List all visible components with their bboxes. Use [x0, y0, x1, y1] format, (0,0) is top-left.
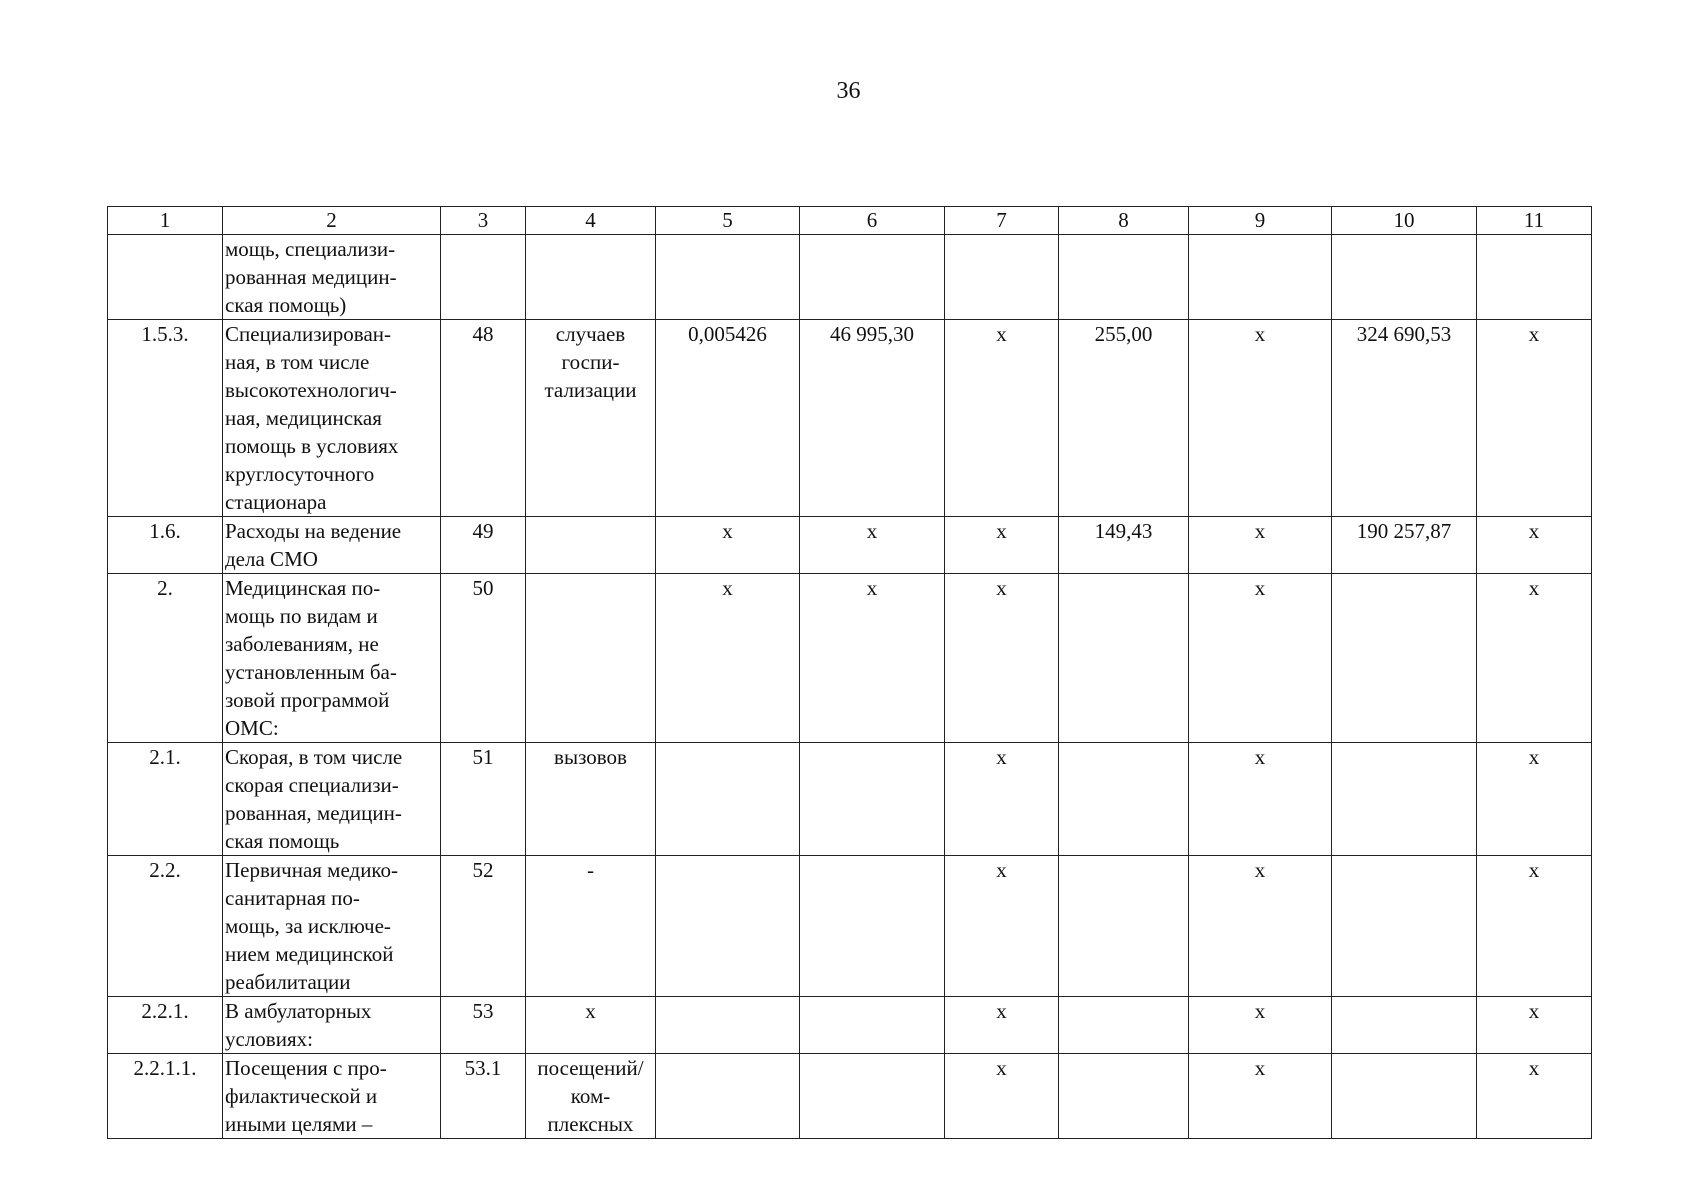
row-value-8: [1059, 1054, 1189, 1139]
cell-line: Специализирован-: [225, 322, 391, 346]
cell-line: ская помощь: [225, 829, 340, 853]
cell-line: филактической и: [225, 1084, 378, 1108]
row-value-11: х: [1477, 856, 1592, 997]
row-number: 1.6.: [108, 517, 223, 574]
row-unit: [526, 1054, 656, 1139]
row-value-7: х: [945, 517, 1059, 574]
data-table: [107, 206, 1592, 1139]
row-unit: [526, 574, 656, 743]
row-value-5: [656, 235, 800, 320]
cell-line: ская помощь): [225, 293, 347, 317]
cell-line: круглосуточного: [225, 462, 375, 486]
row-value-5: 0,005426: [656, 320, 800, 517]
row-unit: [526, 856, 656, 997]
row-unit: [526, 235, 656, 320]
row-unit: [526, 320, 656, 517]
row-value-10: [1332, 235, 1477, 320]
cell-line: нием медицинской: [225, 942, 394, 966]
cell-line: х: [585, 999, 596, 1023]
cell-line: Посещения с про-: [225, 1056, 387, 1080]
row-code: 49: [441, 517, 526, 574]
row-value-7: х: [945, 856, 1059, 997]
row-number: 2.2.1.: [108, 997, 223, 1054]
cell-line: мощь, за исключе-: [225, 914, 391, 938]
row-code: 51: [441, 743, 526, 856]
row-value-10: 324 690,53: [1332, 320, 1477, 517]
row-value-5: [656, 743, 800, 856]
cell-line: ная, медицинская: [225, 406, 382, 430]
row-code: 53: [441, 997, 526, 1054]
cell-line: заболеваниям, не: [225, 632, 379, 656]
row-value-6: [800, 997, 945, 1054]
table-row: [108, 856, 1592, 997]
cell-line: санитарная по-: [225, 886, 360, 910]
row-value-7: х: [945, 574, 1059, 743]
row-value-10: [1332, 574, 1477, 743]
row-value-10: [1332, 743, 1477, 856]
row-description: [223, 235, 441, 320]
row-value-11: х: [1477, 574, 1592, 743]
cell-line: Медицинская по-: [225, 576, 381, 600]
table-row: [108, 574, 1592, 743]
row-description: [223, 1054, 441, 1139]
table-row: [108, 997, 1592, 1054]
row-value-9: х: [1189, 856, 1332, 997]
row-value-7: х: [945, 997, 1059, 1054]
row-value-11: х: [1477, 743, 1592, 856]
row-value-11: х: [1477, 320, 1592, 517]
table-row: [108, 235, 1592, 320]
row-value-9: [1189, 235, 1332, 320]
cell-line: тализации: [544, 378, 637, 402]
cell-line: мощь по видам и: [225, 604, 378, 628]
row-value-6: х: [800, 574, 945, 743]
row-code: 48: [441, 320, 526, 517]
cell-line: Первичная медико-: [225, 858, 399, 882]
row-code: [441, 235, 526, 320]
row-value-9: х: [1189, 320, 1332, 517]
row-value-5: х: [656, 517, 800, 574]
cell-line: -: [587, 858, 594, 882]
row-number: 2.1.: [108, 743, 223, 856]
table-row: [108, 743, 1592, 856]
row-number: [108, 235, 223, 320]
row-value-6: [800, 235, 945, 320]
row-value-7: х: [945, 1054, 1059, 1139]
row-number: 2.: [108, 574, 223, 743]
cell-line: вызовов: [554, 745, 627, 769]
cell-line: случаев: [555, 322, 626, 346]
cell-line: помощь в условиях: [225, 434, 399, 458]
row-value-8: [1059, 574, 1189, 743]
row-value-7: [945, 235, 1059, 320]
row-value-9: х: [1189, 997, 1332, 1054]
column-header: 10: [1332, 207, 1477, 235]
row-value-8: 255,00: [1059, 320, 1189, 517]
cell-line: мощь, специализи-: [225, 237, 396, 261]
row-value-5: [656, 997, 800, 1054]
row-value-8: [1059, 856, 1189, 997]
row-value-5: х: [656, 574, 800, 743]
row-value-11: х: [1477, 1054, 1592, 1139]
row-value-7: х: [945, 320, 1059, 517]
cell-line: скорая специализи-: [225, 773, 399, 797]
cell-line: В амбулаторных: [225, 999, 372, 1023]
row-value-8: 149,43: [1059, 517, 1189, 574]
column-header: 8: [1059, 207, 1189, 235]
row-value-9: х: [1189, 1054, 1332, 1139]
column-header: 7: [945, 207, 1059, 235]
row-value-10: [1332, 856, 1477, 997]
column-header: 9: [1189, 207, 1332, 235]
cell-line: зовой программой: [225, 688, 390, 712]
table-row: [108, 517, 1592, 574]
cell-line: реабилитации: [225, 970, 351, 994]
cell-line: стационара: [225, 490, 327, 514]
row-value-11: [1477, 235, 1592, 320]
column-header: 6: [800, 207, 945, 235]
cell-line: Скорая, в том числе: [225, 745, 403, 769]
row-value-7: х: [945, 743, 1059, 856]
row-code: 50: [441, 574, 526, 743]
row-value-9: х: [1189, 574, 1332, 743]
row-value-6: х: [800, 517, 945, 574]
page-number: 36: [836, 78, 861, 104]
row-value-10: [1332, 997, 1477, 1054]
cell-line: ОМС:: [225, 716, 279, 740]
row-value-6: 46 995,30: [800, 320, 945, 517]
cell-line: рованная медицин-: [225, 265, 397, 289]
column-header: 2: [223, 207, 441, 235]
row-unit: [526, 997, 656, 1054]
row-number: 2.2.1.1.: [108, 1054, 223, 1139]
cell-line: условиях:: [225, 1027, 313, 1051]
column-header: 11: [1477, 207, 1592, 235]
cell-line: высокотехнологич-: [225, 378, 397, 402]
row-value-8: [1059, 743, 1189, 856]
row-description: [223, 743, 441, 856]
row-value-5: [656, 1054, 800, 1139]
row-description: [223, 856, 441, 997]
row-description: [223, 320, 441, 517]
cell-line: установленным ба-: [225, 660, 397, 684]
row-value-11: х: [1477, 517, 1592, 574]
row-value-6: [800, 743, 945, 856]
cell-line: рованная, медицин-: [225, 801, 402, 825]
cell-line: ная, в том числе: [225, 350, 370, 374]
row-value-9: х: [1189, 517, 1332, 574]
row-value-9: х: [1189, 743, 1332, 856]
table-row: [108, 320, 1592, 517]
row-description: [223, 517, 441, 574]
column-header: 3: [441, 207, 526, 235]
row-value-8: [1059, 997, 1189, 1054]
row-description: [223, 574, 441, 743]
row-value-11: х: [1477, 997, 1592, 1054]
row-number: 1.5.3.: [108, 320, 223, 517]
row-code: 52: [441, 856, 526, 997]
cell-line: ком-: [570, 1084, 611, 1108]
cell-line: посещений/: [537, 1056, 644, 1080]
cell-line: дела СМО: [225, 547, 318, 571]
table-row: [108, 1054, 1592, 1139]
row-code: 53.1: [441, 1054, 526, 1139]
row-value-6: [800, 856, 945, 997]
cell-line: госпи-: [561, 350, 620, 374]
column-header: 1: [108, 207, 223, 235]
column-header: 5: [656, 207, 800, 235]
cell-line: Расходы на ведение: [225, 519, 402, 543]
row-description: [223, 997, 441, 1054]
row-value-6: [800, 1054, 945, 1139]
row-value-10: [1332, 1054, 1477, 1139]
column-number-row: [108, 207, 1592, 235]
row-unit: [526, 517, 656, 574]
row-value-5: [656, 856, 800, 997]
column-header: 4: [526, 207, 656, 235]
cell-line: иными целями –: [225, 1112, 373, 1136]
cell-line: плексных: [547, 1112, 634, 1136]
row-number: 2.2.: [108, 856, 223, 997]
row-unit: [526, 743, 656, 856]
row-value-10: 190 257,87: [1332, 517, 1477, 574]
row-value-8: [1059, 235, 1189, 320]
